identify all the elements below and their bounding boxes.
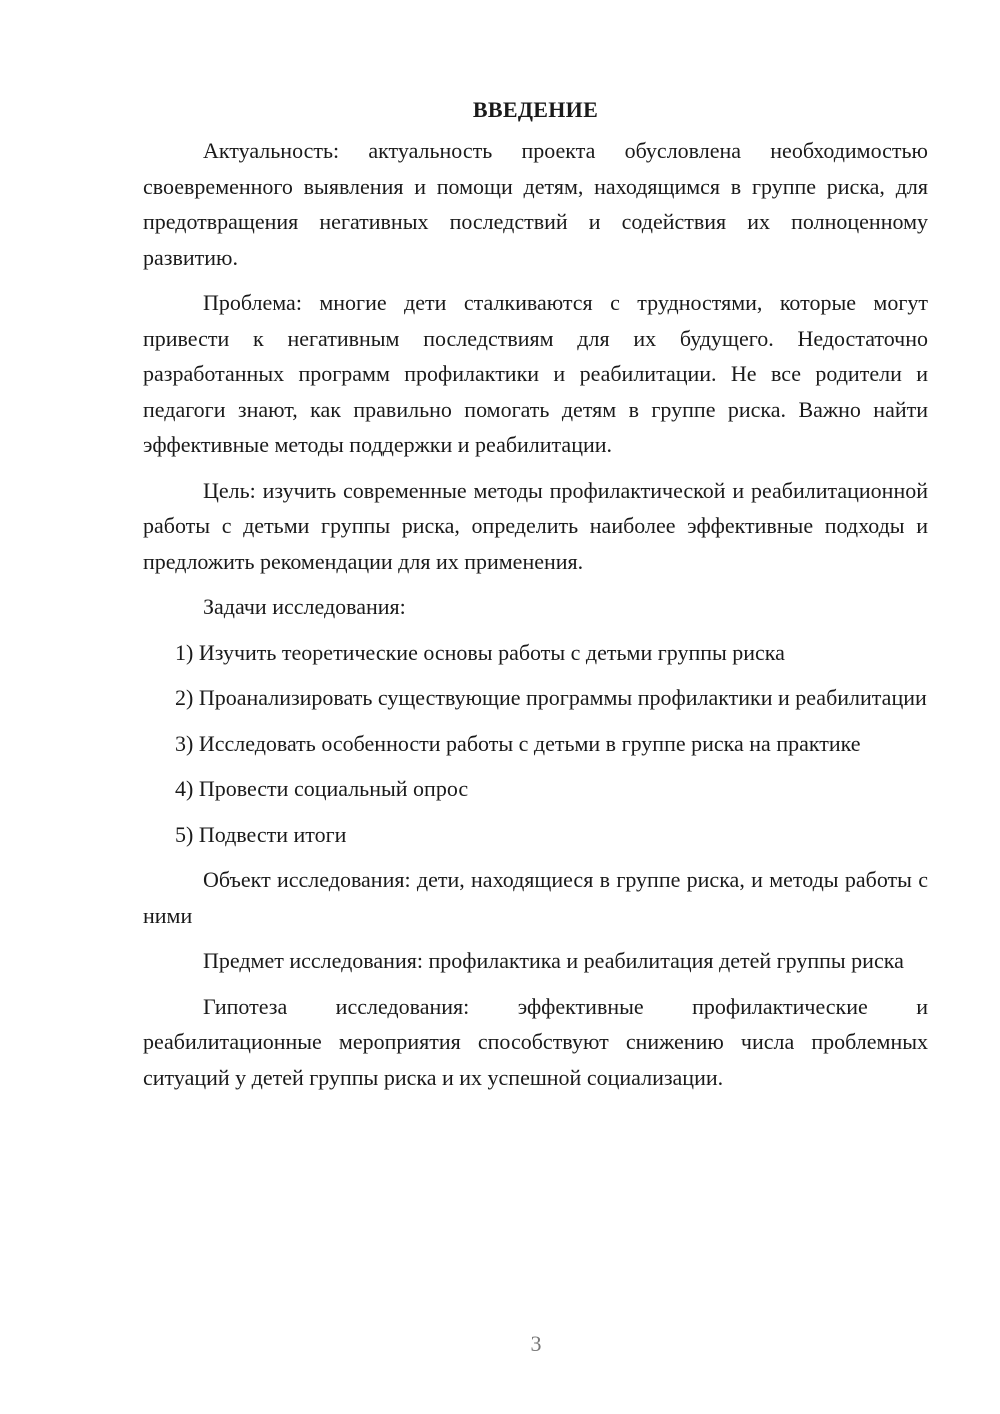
page-number: 3 xyxy=(530,1331,542,1356)
page-content xyxy=(143,92,928,1105)
task-item-2: 2) Проанализировать существующие программы профилактики и реабилитации xyxy=(175,685,927,710)
task-item-1: 1) Изучить теоретические основы работы с детьми группы риска xyxy=(175,639,785,665)
paragraph-tasks-heading: Задачи исследования: xyxy=(203,594,406,619)
paragraph-hypothesis: Гипотеза исследования: эффективные профилактические и реабилитационные мероприятия способствуют снижению числа проблемных ситуаций у детей группы риска и их успешной социализации. xyxy=(143,993,928,1090)
paragraph-problem: Проблема: многие дети сталкиваются с трудностями, которые могут привести к негативным последствиям для их будущего. Недостаточно разработанных программ профилактики и реабилитации. Не все родители и педагоги знают, как правильно помогать детям в группе риска. Важно найти эффективные методы поддержки и реабилитации. xyxy=(143,290,928,457)
paragraph-object: Объект исследования: дети, находящиеся в группе риска, и методы работы с ними xyxy=(143,867,928,928)
paragraph-relevance: Актуальность: актуальность проекта обусловлена необходимостью своевременного выявления и помощи детям, находящимся в группе риска, для предотвращения негативных последствий и содействия их полноценному развитию. xyxy=(143,138,928,270)
paragraph-goal: Цель: изучить современные методы профилактической и реабилитационной работы с детьми группы риска, определить наиболее эффективные подходы и предложить рекомендации для их применения. xyxy=(143,477,928,574)
task-item-3: 3) Исследовать особенности работы с детьми в группе риска на практике xyxy=(175,730,861,756)
paragraph-subject: Предмет исследования: профилактика и реабилитация детей группы риска xyxy=(203,948,904,973)
page-title: ВВЕДЕНИЕ xyxy=(472,97,599,122)
task-item-5: 5) Подвести итоги xyxy=(175,821,347,847)
task-item-4: 4) Провести социальный опрос xyxy=(175,776,469,801)
